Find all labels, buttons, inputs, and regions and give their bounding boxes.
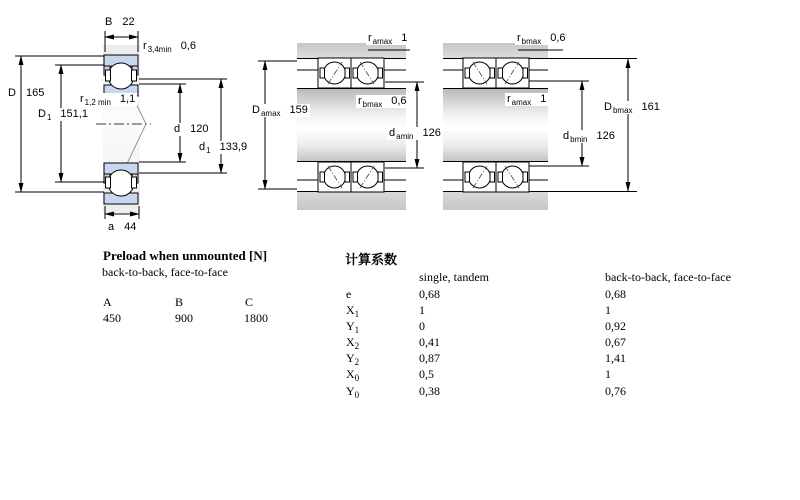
dim-label-D: D 165 bbox=[8, 87, 45, 99]
dim-label-damin: $d_{amin}$ 126 bbox=[389, 127, 441, 141]
dim-label-dbmin: $d_{bmin}$ 126 bbox=[563, 130, 615, 144]
dim-label-D1: $D_1$ 151,1 bbox=[38, 108, 88, 122]
factor-b2b-value: 0,76 bbox=[605, 384, 626, 398]
dim-label-d1: $d_1$ 133,9 bbox=[199, 141, 248, 155]
dim-label-Dbmax: $D_{bmax}$ 161 bbox=[604, 101, 660, 115]
factors-col2-header: back-to-back, face-to-face bbox=[605, 270, 731, 284]
factor-row-label: $Y_1$ bbox=[346, 319, 360, 335]
factor-row-label: $Y_0$ bbox=[346, 384, 360, 400]
dim-label-r12min: $r_{1,2 min}$ 1,1 bbox=[80, 93, 136, 107]
preload-subtitle: back-to-back, face-to-face bbox=[102, 265, 228, 279]
factor-single-value: 0,41 bbox=[419, 335, 440, 349]
factor-row-label: $X_0$ bbox=[346, 367, 360, 383]
factor-single-value: 0,68 bbox=[419, 287, 440, 301]
factor-single-value: 0 bbox=[419, 319, 425, 333]
bearing-pair-top bbox=[463, 58, 529, 88]
factor-single-value: 0,5 bbox=[419, 367, 434, 381]
preload-col-C: C bbox=[245, 295, 254, 309]
dim-label-ramax-a: $r_{amax}$ 1 bbox=[368, 32, 408, 46]
factor-row-label: $X_1$ bbox=[346, 303, 360, 319]
bearing-section-top bbox=[104, 55, 138, 96]
dim-label-B: B 22 bbox=[105, 16, 135, 28]
factor-b2b-value: 0,92 bbox=[605, 319, 626, 333]
factor-single-value: 1 bbox=[419, 303, 425, 317]
factor-b2b-value: 0,67 bbox=[605, 335, 626, 349]
factors-title: 计算系数 bbox=[345, 252, 398, 267]
dim-label-Damax: $D_{amax}$ 159 bbox=[252, 104, 308, 118]
dim-label-a: a 44 bbox=[108, 221, 137, 233]
dim-label-ramax-b: $r_{amax}$ 1 bbox=[507, 93, 547, 107]
preload-value-B: 900 bbox=[175, 311, 193, 325]
factor-b2b-value: 1,41 bbox=[605, 351, 626, 365]
preload-value-C: 1800 bbox=[244, 311, 268, 325]
preload-title: Preload when unmounted [N] bbox=[103, 248, 268, 263]
dim-label-r34min: $r_{3,4min}$ 0,6 bbox=[143, 40, 196, 54]
bearing-pair-bottom bbox=[318, 162, 384, 192]
factor-b2b-value: 0,68 bbox=[605, 287, 626, 301]
bearing-section-bottom bbox=[104, 163, 138, 204]
bearing-pair-bottom bbox=[463, 162, 529, 192]
factor-b2b-value: 1 bbox=[605, 367, 611, 381]
dim-label-rbmax-a: $r_{bmax}$ 0,6 bbox=[358, 95, 407, 109]
dim-label-rbmax-b: $r_{bmax}$ 0,6 bbox=[517, 32, 566, 46]
bearing-pair-top bbox=[318, 58, 384, 88]
dim-label-d: d 120 bbox=[174, 123, 209, 135]
factors-col1-header: single, tandem bbox=[419, 270, 489, 284]
paired-bearing-figure-b bbox=[443, 43, 637, 210]
factor-single-value: 0,87 bbox=[419, 351, 440, 365]
preload-col-B: B bbox=[175, 295, 184, 309]
preload-col-A: A bbox=[103, 295, 112, 309]
preload-value-A: 450 bbox=[103, 311, 121, 325]
factor-single-value: 0,38 bbox=[419, 384, 440, 398]
factor-b2b-value: 1 bbox=[605, 303, 611, 317]
factor-row-label: $X_2$ bbox=[346, 335, 360, 351]
factor-row-label: e bbox=[346, 287, 352, 301]
factor-row-label: $Y_2$ bbox=[346, 351, 360, 367]
